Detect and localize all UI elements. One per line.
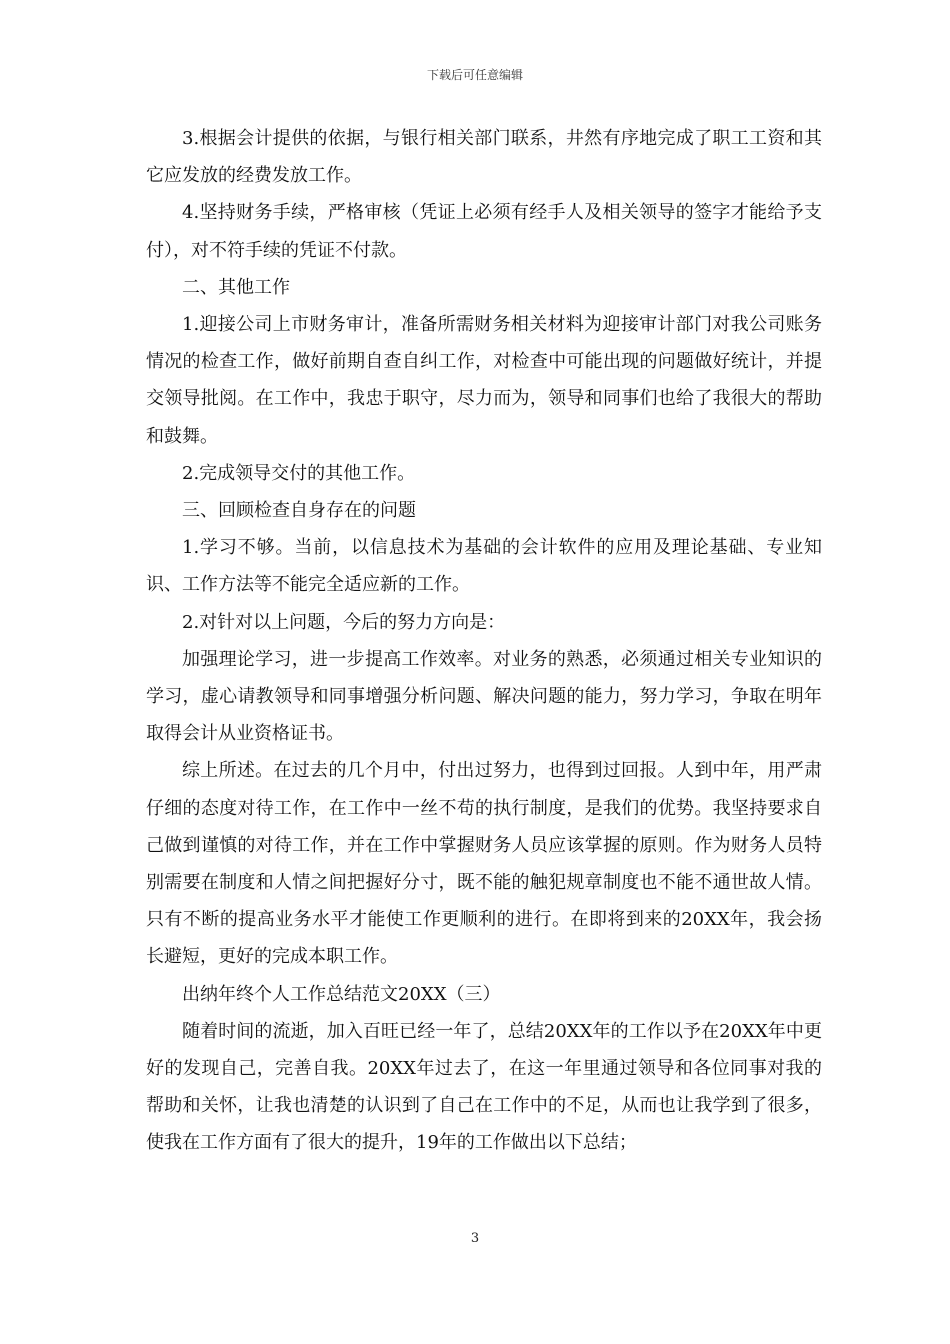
page-number: 3: [470, 1231, 480, 1246]
paragraph-other-tasks: 2.完成领导交付的其他工作。: [182, 462, 416, 484]
page-header: 下载后可任意编辑: [426, 68, 523, 82]
section-heading-review: 三、回顾检查自身存在的问题: [182, 500, 416, 522]
document-body: [146, 120, 822, 1162]
paragraph-direction: 2.对针对以上问题，今后的努力方向是：: [182, 611, 506, 633]
paragraph-item-4: 4.坚持财务手续，严格审核（凭证上必须有经手人及相关领导的签字才能给予支付），对不符手续的凭证不付款。: [146, 202, 822, 261]
paragraph-intro-year: 随着时间的流逝，加入百旺已经一年了，总结20XX年的工作以予在20XX年中更好的发现自己，完善自我。20XX年过去了，在这一年里通过领导和各位同事对我的帮助和关怀，让我也清楚的认识到了自己在工作中的不足，从而也让我学到了很多，使我在工作方面有了很大的提升，19年的工作做出以下总结；: [146, 1020, 822, 1154]
paragraph-study: 1.学习不够。当前，以信息技术为基础的会计软件的应用及理论基础、专业知识、工作方法等不能完全适应新的工作。: [146, 537, 822, 596]
paragraph-strengthen: 加强理论学习，进一步提高工作效率。对业务的熟悉，必须通过相关专业知识的学习，虚心请教领导和同事增强分析问题、解决问题的能力，努力学习，争取在明年取得会计从业资格证书。: [146, 648, 822, 745]
section-title-part-three: 出纳年终个人工作总结范文20XX（三）: [182, 983, 501, 1005]
paragraph-item-3: 3.根据会计提供的依据，与银行相关部门联系，井然有序地完成了职工工资和其它应发放的经费发放工作。: [146, 128, 822, 187]
paragraph-summary: 综上所述。在过去的几个月中，付出过努力，也得到过回报。人到中年，用严肃仔细的态度对待工作，在工作中一丝不苟的执行制度，是我们的优势。我坚持要求自己做到谨慎的对待工作，并在工作中掌握财务人员应该掌握的原则。作为财务人员特别需要在制度和人情之间把握好分寸，既不能的触犯规章制度也不能不通世故人情。只有不断的提高业务水平才能使工作更顺利的进行。在即将到来的20XX年，我会扬长避短，更好的完成本职工作。: [146, 760, 822, 968]
paragraph-audit: 1.迎接公司上市财务审计，准备所需财务相关材料为迎接审计部门对我公司账务情况的检查工作，做好前期自查自纠工作，对检查中可能出现的问题做好统计，并提交领导批阅。在工作中，我忠于职守，尽力而为，领导和同事们也给了我很大的帮助和鼓舞。: [146, 314, 822, 447]
section-heading-other-work: 二、其他工作: [182, 276, 290, 298]
